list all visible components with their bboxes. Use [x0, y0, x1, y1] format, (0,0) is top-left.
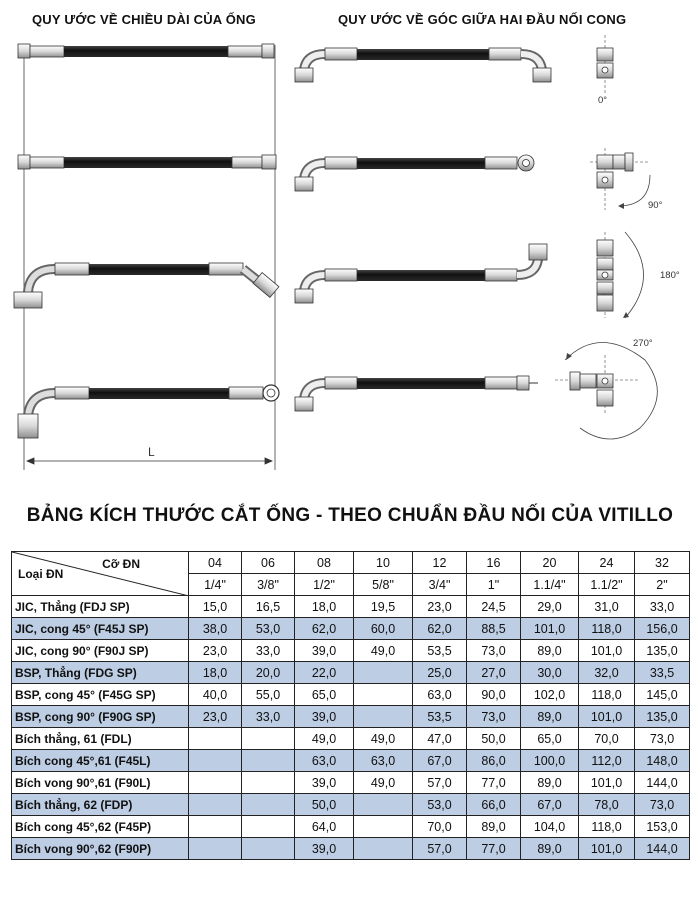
table-cell: 101,0	[579, 706, 635, 728]
size-inch-header: 1"	[467, 574, 521, 596]
table-cell: 49,0	[295, 728, 354, 750]
table-cell: 55,0	[242, 684, 295, 706]
table-cell	[189, 816, 242, 838]
table-cell: 89,0	[521, 706, 579, 728]
table-cell: 50,0	[467, 728, 521, 750]
type-header-label: Loại ĐN	[18, 567, 64, 581]
table-row	[12, 596, 690, 618]
table-cell: 24,5	[467, 596, 521, 618]
size-code-header: 12	[413, 552, 467, 574]
table-cell: 78,0	[579, 794, 635, 816]
table-cell	[242, 816, 295, 838]
size-inch-header: 1.1/2"	[579, 574, 635, 596]
table-cell: 57,0	[413, 838, 467, 860]
end-view-0	[597, 35, 613, 95]
end-view-180	[597, 232, 613, 318]
table-corner-header	[12, 552, 189, 596]
table-cell	[242, 750, 295, 772]
table-cell: 22,0	[295, 662, 354, 684]
table-cell: 148,0	[635, 750, 690, 772]
table-cell: 33,5	[635, 662, 690, 684]
table-cell: 29,0	[521, 596, 579, 618]
table-cell	[354, 816, 413, 838]
table-cell: 18,0	[295, 596, 354, 618]
table-cell: 38,0	[189, 618, 242, 640]
table-cell: 118,0	[579, 816, 635, 838]
hose-elbow90-banjo	[18, 385, 279, 438]
angle-270-label: 270°	[633, 338, 653, 349]
table-cell	[354, 838, 413, 860]
size-inch-header: 1.1/4"	[521, 574, 579, 596]
table-cell: 144,0	[635, 772, 690, 794]
table-cell: 49,0	[354, 640, 413, 662]
table-cell: 101,0	[579, 772, 635, 794]
table-cell	[242, 794, 295, 816]
angle-0-label: 0°	[598, 95, 608, 106]
table-cell: 23,0	[413, 596, 467, 618]
table-cell	[242, 838, 295, 860]
table-cell: 104,0	[521, 816, 579, 838]
angle-180-label: 180°	[660, 270, 680, 281]
fitting-type-label: JIC, Thẳng (FDJ SP)	[12, 596, 189, 618]
table-cell	[189, 772, 242, 794]
table-cell: 86,0	[467, 750, 521, 772]
table-cell: 19,5	[354, 596, 413, 618]
table-cell: 89,0	[467, 816, 521, 838]
table-row	[12, 706, 690, 728]
table-cell: 32,0	[579, 662, 635, 684]
table-cell: 15,0	[189, 596, 242, 618]
table-cell: 53,5	[413, 640, 467, 662]
table-row	[12, 618, 690, 640]
size-code-header: 16	[467, 552, 521, 574]
table-cell: 57,0	[413, 772, 467, 794]
table-cell: 53,0	[242, 618, 295, 640]
length-label: L	[148, 445, 155, 459]
fitting-type-label: Bích vong 90°,62 (F90P)	[12, 838, 189, 860]
table-cell: 31,0	[579, 596, 635, 618]
table-cell: 70,0	[579, 728, 635, 750]
table-cell: 135,0	[635, 640, 690, 662]
length-reference-lines	[24, 45, 275, 470]
fitting-type-label: JIC, cong 45° (F45J SP)	[12, 618, 189, 640]
table-cell: 73,0	[635, 728, 690, 750]
fitting-type-label: Bích thẳng, 62 (FDP)	[12, 794, 189, 816]
table-cell: 16,5	[242, 596, 295, 618]
fitting-type-label: BSP, Thẳng (FDG SP)	[12, 662, 189, 684]
table-cell	[242, 728, 295, 750]
table-cell: 40,0	[189, 684, 242, 706]
table-cell: 66,0	[467, 794, 521, 816]
table-row	[12, 662, 690, 684]
table-cell: 118,0	[579, 618, 635, 640]
table-cell: 53,5	[413, 706, 467, 728]
table-cell: 77,0	[467, 838, 521, 860]
table-cell: 112,0	[579, 750, 635, 772]
table-cell: 23,0	[189, 640, 242, 662]
table-cell: 77,0	[467, 772, 521, 794]
hose-angle-180	[295, 244, 547, 303]
size-inch-header: 5/8"	[354, 574, 413, 596]
table-cell: 135,0	[635, 706, 690, 728]
table-cell: 156,0	[635, 618, 690, 640]
table-cell: 39,0	[295, 640, 354, 662]
table-row	[12, 728, 690, 750]
table-row	[12, 640, 690, 662]
table-cell: 62,0	[295, 618, 354, 640]
table-cell: 47,0	[413, 728, 467, 750]
table-cell: 20,0	[242, 662, 295, 684]
table-cell	[189, 750, 242, 772]
table-cell	[354, 684, 413, 706]
size-code-header: 20	[521, 552, 579, 574]
table-cell: 89,0	[521, 772, 579, 794]
hose-angle-90	[295, 155, 534, 191]
hose-angle-270	[295, 376, 538, 411]
header-length-convention: QUY ƯỚC VỀ CHIỀU DÀI CỦA ỐNG	[32, 12, 256, 27]
table-cell: 67,0	[521, 794, 579, 816]
table-cell: 39,0	[295, 706, 354, 728]
table-cell: 60,0	[354, 618, 413, 640]
table-cell: 33,0	[635, 596, 690, 618]
end-view-90	[590, 148, 650, 210]
size-inch-header: 3/8"	[242, 574, 295, 596]
table-cell	[354, 662, 413, 684]
angle-90-label: 90°	[648, 200, 663, 211]
size-inch-header: 1/4"	[189, 574, 242, 596]
table-title: BẢNG KÍCH THƯỚC CẮT ỐNG - THEO CHUẨN ĐẦU NỐI CỦA VITILLO	[26, 505, 674, 526]
fitting-type-label: Bích thẳng, 61 (FDL)	[12, 728, 189, 750]
table-cell: 90,0	[467, 684, 521, 706]
table-cell: 63,0	[295, 750, 354, 772]
fitting-type-label: JIC, cong 90° (F90J SP)	[12, 640, 189, 662]
table-cell: 101,0	[579, 838, 635, 860]
table-cell: 144,0	[635, 838, 690, 860]
table-row	[12, 816, 690, 838]
table-cell: 102,0	[521, 684, 579, 706]
table-cell: 63,0	[413, 684, 467, 706]
table-cell	[242, 772, 295, 794]
cut-length-table	[11, 551, 690, 860]
table-row	[12, 772, 690, 794]
table-cell	[189, 838, 242, 860]
table-cell: 100,0	[521, 750, 579, 772]
table-cell: 18,0	[189, 662, 242, 684]
table-cell: 67,0	[413, 750, 467, 772]
table-cell: 63,0	[354, 750, 413, 772]
size-code-header: 32	[635, 552, 690, 574]
table-cell: 49,0	[354, 728, 413, 750]
size-code-header: 10	[354, 552, 413, 574]
table-cell	[354, 794, 413, 816]
header-angle-convention: QUY ƯỚC VỀ GÓC GIỮA HAI ĐẦU NỐI CONG	[338, 12, 627, 27]
table-cell: 73,0	[467, 706, 521, 728]
table-row	[12, 750, 690, 772]
table-cell: 64,0	[295, 816, 354, 838]
table-cell: 27,0	[467, 662, 521, 684]
size-code-header: 08	[295, 552, 354, 574]
fitting-type-label: BSP, cong 45° (F45G SP)	[12, 684, 189, 706]
table-cell: 53,0	[413, 794, 467, 816]
fitting-type-label: Bích vong 90°,61 (F90L)	[12, 772, 189, 794]
table-cell: 33,0	[242, 706, 295, 728]
hose-elbow90-elbow45	[14, 263, 279, 308]
table-cell: 89,0	[521, 838, 579, 860]
table-cell: 49,0	[354, 772, 413, 794]
table-row	[12, 838, 690, 860]
fitting-type-label: Bích cong 45°,61 (F45L)	[12, 750, 189, 772]
table-cell: 118,0	[579, 684, 635, 706]
table-cell: 25,0	[413, 662, 467, 684]
table-cell: 73,0	[467, 640, 521, 662]
table-cell: 65,0	[295, 684, 354, 706]
table-cell: 101,0	[579, 640, 635, 662]
table-cell: 65,0	[521, 728, 579, 750]
table-row	[12, 684, 690, 706]
size-code-header: 04	[189, 552, 242, 574]
table-cell: 89,0	[521, 640, 579, 662]
fitting-type-label: Bích cong 45°,62 (F45P)	[12, 816, 189, 838]
hose-straight-straight-2	[18, 155, 276, 169]
table-cell: 153,0	[635, 816, 690, 838]
table-row	[12, 794, 690, 816]
table-cell: 23,0	[189, 706, 242, 728]
size-inch-header: 2"	[635, 574, 690, 596]
hose-angle-0	[295, 48, 551, 82]
size-inch-header: 3/4"	[413, 574, 467, 596]
table-cell: 50,0	[295, 794, 354, 816]
table-cell: 70,0	[413, 816, 467, 838]
size-inch-header: 1/2"	[295, 574, 354, 596]
end-view-270	[555, 355, 640, 415]
table-cell: 39,0	[295, 838, 354, 860]
table-cell: 33,0	[242, 640, 295, 662]
table-cell	[354, 706, 413, 728]
table-cell: 145,0	[635, 684, 690, 706]
table-cell	[189, 794, 242, 816]
table-cell: 39,0	[295, 772, 354, 794]
hose-straight-straight	[18, 44, 274, 58]
size-header-label: Cỡ ĐN	[102, 557, 140, 571]
size-code-header: 06	[242, 552, 295, 574]
table-cell: 88,5	[467, 618, 521, 640]
table-cell: 73,0	[635, 794, 690, 816]
table-cell: 30,0	[521, 662, 579, 684]
size-code-header: 24	[579, 552, 635, 574]
table-cell: 62,0	[413, 618, 467, 640]
table-cell	[189, 728, 242, 750]
fitting-type-label: BSP, cong 90° (F90G SP)	[12, 706, 189, 728]
table-cell: 101,0	[521, 618, 579, 640]
